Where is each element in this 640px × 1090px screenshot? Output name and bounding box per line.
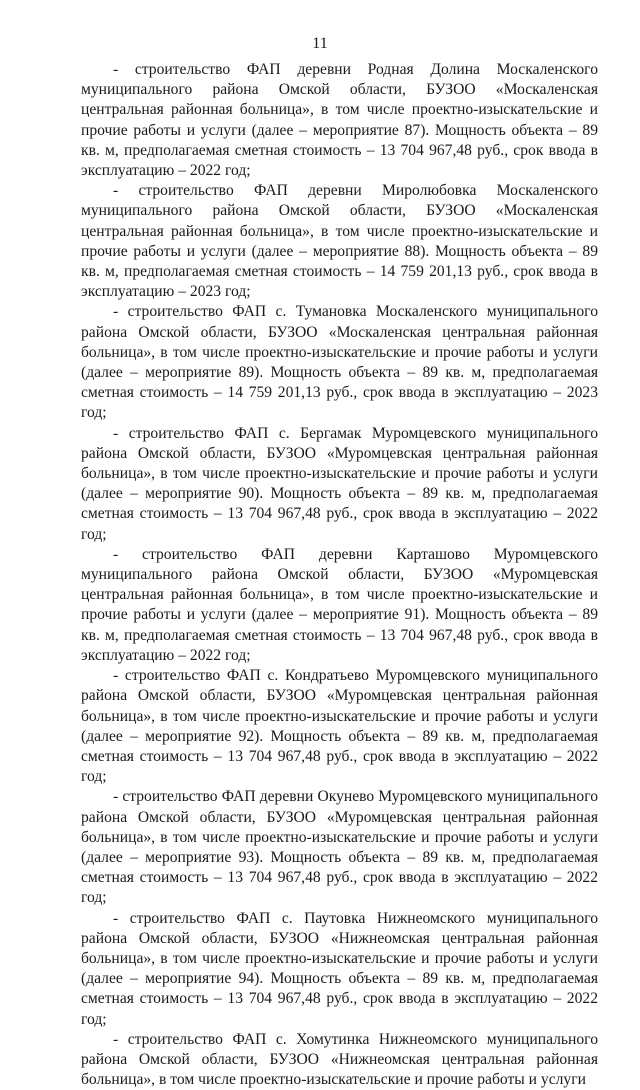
paragraph-event-89: - строительство ФАП с. Тумановка Москаленского муниципального района Омской области, БУЗОО «Москаленская центральная районная больница», в том числе проектно-изыскательские и прочие работы и услуги (далее – мероприятие 89). Мощность объекта – 89 кв. м, предполагаемая сметная стоимость – 14 759 201,13 руб., срок ввода в эксплуатацию – 2023 год; (81, 303, 598, 422)
document-body (81, 60, 598, 1090)
paragraph-event-92: - строительство ФАП с. Кондратьево Муромцевского муниципального района Омской области, БУЗОО «Муромцевская центральная районная больница», в том числе проектно-изыскательские и прочие работы и услуги (далее – мероприятие 92). Мощность объекта – 89 кв. м, предполагаемая сметная стоимость – 13 704 967,48 руб., срок ввода в эксплуатацию – 2022 год; (81, 667, 598, 786)
paragraph-event-90: - строительство ФАП с. Бергамак Муромцевского муниципального района Омской области, БУЗОО «Муромцевская центральная районная больница», в том числе проектно-изыскательские и прочие работы и услуги (далее – мероприятие 90). Мощность объекта – 89 кв. м, предполагаемая сметная стоимость – 13 704 967,48 руб., срок ввода в эксплуатацию – 2022 год; (81, 424, 598, 543)
page-number: 11 (312, 35, 328, 52)
paragraph-event-87: - строительство ФАП деревни Родная Долина Москаленского муниципального района Омской области, БУЗОО «Москаленская центральная районная больница», в том числе проектно-изыскательские и прочие работы и услуги (далее – мероприятие 87). Мощность объекта – 89 кв. м, предполагаемая сметная стоимость – 13 704 967,48 руб., срок ввода в эксплуатацию – 2022 год; (81, 61, 598, 180)
paragraph-event-93: - строительство ФАП деревни Окунево Муромцевского муниципального района Омской области, БУЗОО «Муромцевская центральная районная больница», в том числе проектно-изыскательские и прочие работы и услуги (далее – мероприятие 93). Мощность объекта – 89 кв. м, предполагаемая сметная стоимость – 13 704 967,48 руб., срок ввода в эксплуатацию – 2022 год; (81, 788, 598, 907)
paragraph-event-91: - строительство ФАП деревни Карташово Муромцевского муниципального района Омской области, БУЗОО «Муромцевская центральная районная больница», в том числе проектно-изыскательские и прочие работы и услуги (далее – мероприятие 91). Мощность объекта – 89 кв. м, предполагаемая сметная стоимость – 13 704 967,48 руб., срок ввода в эксплуатацию – 2022 год; (81, 545, 598, 664)
paragraph-event-94: - строительство ФАП с. Паутовка Нижнеомского муниципального района Омской области, БУЗОО «Нижнеомская центральная районная больница», в том числе проектно-изыскательские и прочие работы и услуги (далее – мероприятие 94). Мощность объекта – 89 кв. м, предполагаемая сметная стоимость – 13 704 967,48 руб., срок ввода в эксплуатацию – 2022 год; (81, 909, 598, 1028)
paragraph-khomutinka: - строительство ФАП с. Хомутинка Нижнеомского муниципального района Омской области, БУЗОО «Нижнеомская центральная районная больница», в том числе проектно-изыскательские и прочие работы и услуги (81, 1030, 598, 1089)
paragraph-event-88: - строительство ФАП деревни Миролюбовка Москаленского муниципального района Омской области, БУЗОО «Москаленская центральная районная больница», в том числе проектно-изыскательские и прочие работы и услуги (далее – мероприятие 88). Мощность объекта – 89 кв. м, предполагаемая сметная стоимость – 14 759 201,13 руб., срок ввода в эксплуатацию – 2023 год; (81, 182, 598, 301)
